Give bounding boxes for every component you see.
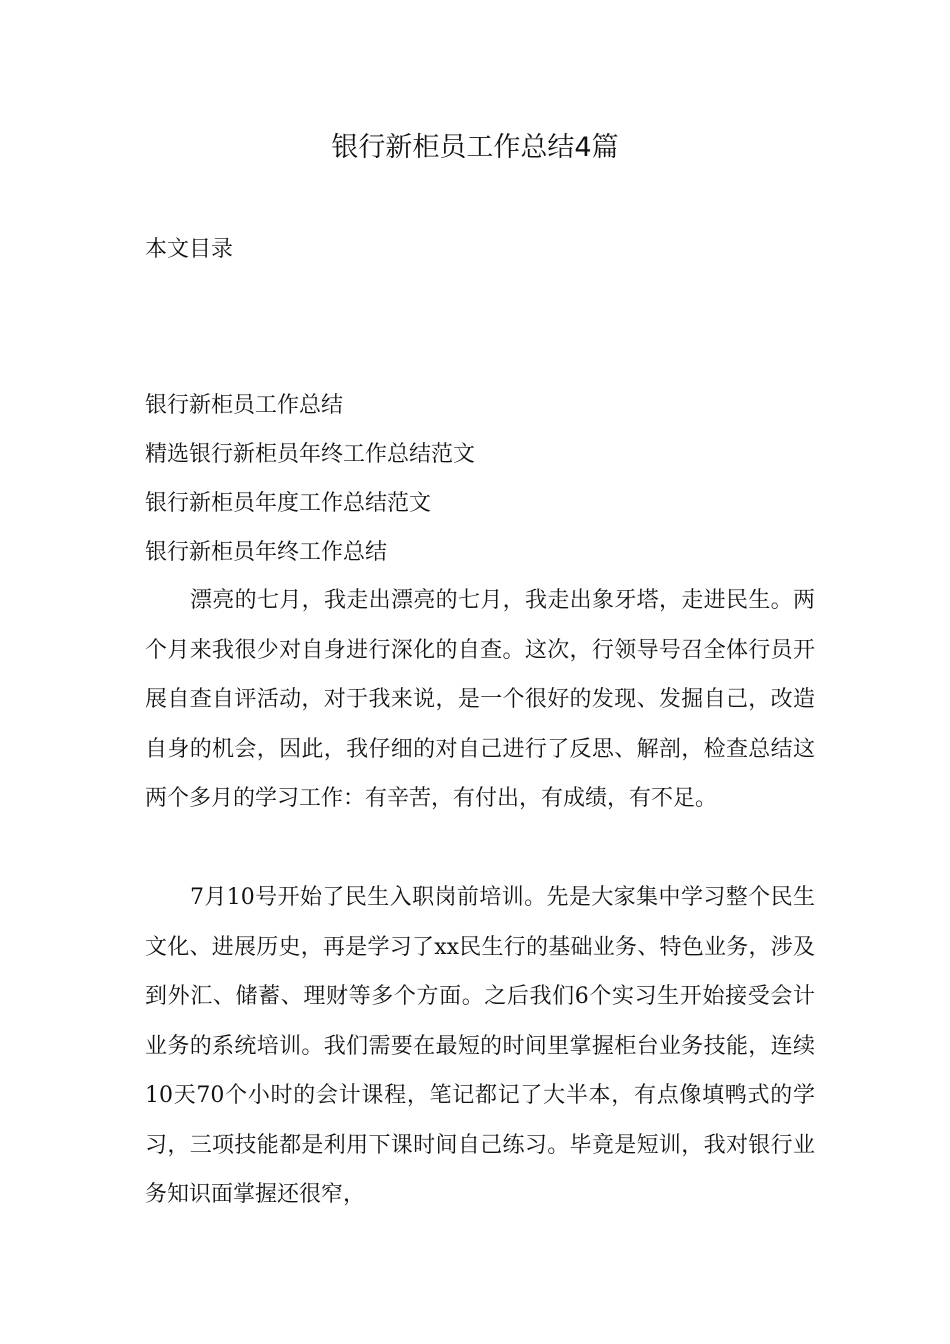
toc-item[interactable]: 银行新柜员工作总结 [145, 393, 344, 418]
paragraph: 漂亮的七月，我走出漂亮的七月，我走出象牙塔，走进民生。两个月来我很少对自身进行深化的自查。这次，行领导号召全体行员开展自查自评活动，对于我来说，是一个很好的发现、发掘自己，改造自身的机会，因此，我仔细的对自己进行了反思、解剖，检查总结这两个多月的学习工作：有辛苦，有付出，有成绩，有不足。 [145, 588, 815, 811]
table-of-contents [145, 381, 825, 577]
toc-item[interactable]: 银行新柜员年度工作总结范文 [145, 491, 432, 516]
toc-heading: 本文目录 [145, 237, 234, 262]
paragraph: 7月10号开始了民生入职岗前培训。先是大家集中学习整个民生文化、进展历史，再是学习了xx民生行的基础业务、特色业务，涉及到外汇、储蓄、理财等多个方面。之后我们6个实习生开始接受会计业务的系统培训。我们需要在最短的时间里掌握柜台业务技能，连续10天70个小时的会计课程，笔记都记了大半本，有点像填鸭式的学习，三项技能都是利用下课时间自己练习。毕竟是短训，我对银行业务知识面掌握还很窄， [145, 885, 815, 1207]
body-text [145, 576, 815, 1220]
toc-item[interactable]: 银行新柜员年终工作总结 [145, 540, 388, 565]
toc-item[interactable]: 精选银行新柜员年终工作总结范文 [145, 442, 476, 467]
document-title: 银行新柜员工作总结4篇 [331, 132, 619, 163]
